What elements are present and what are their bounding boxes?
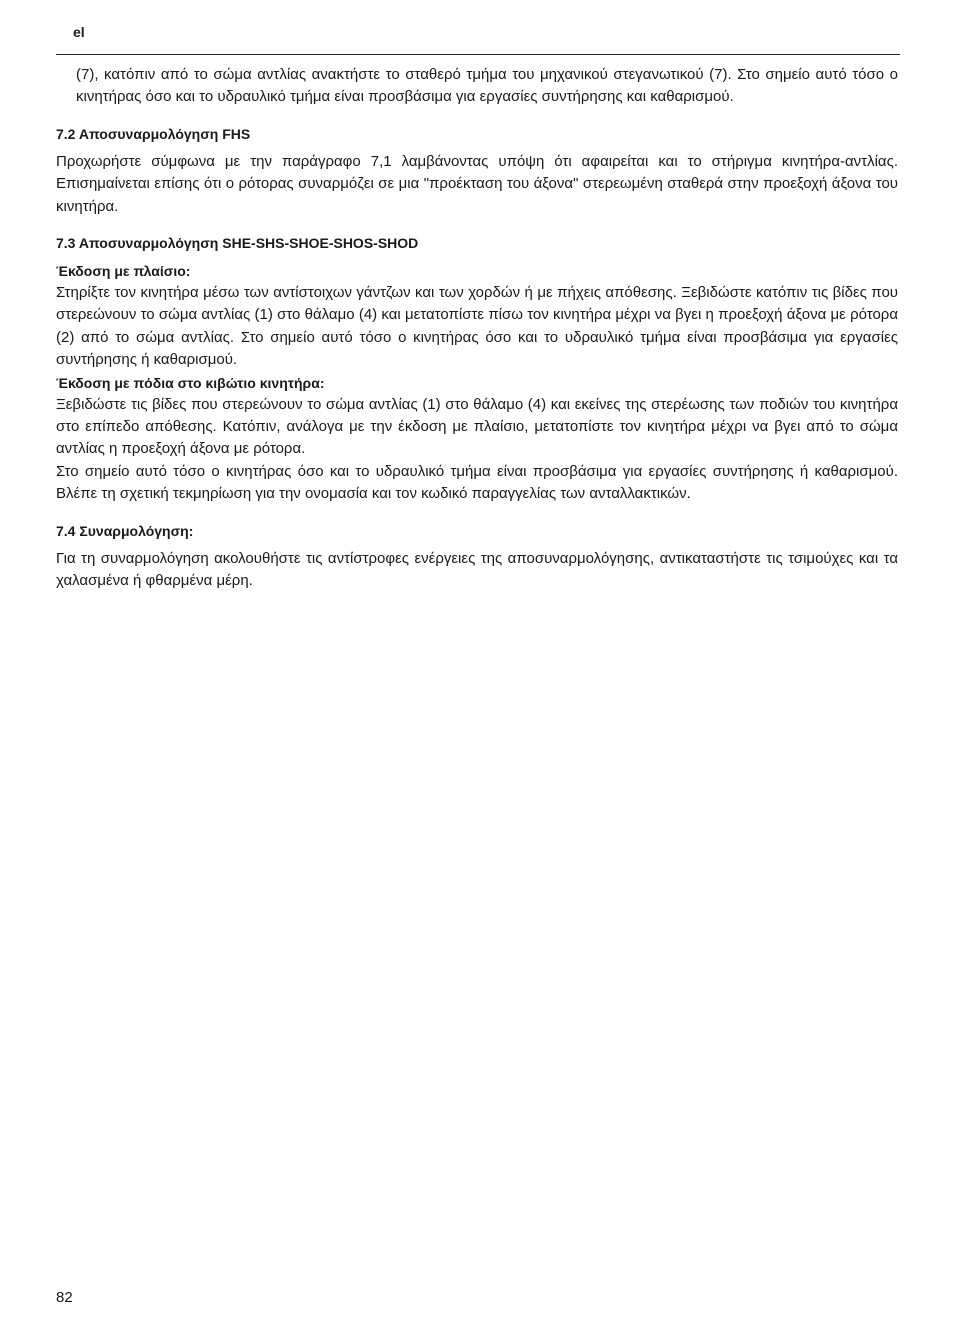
section-7-3-heading: 7.3 Αποσυναρμολόγηση SHE-SHS-SHOE-SHOS-SHOD	[56, 235, 419, 252]
page-content	[56, 64, 898, 593]
section-7-4-heading: 7.4 Συναρμολόγηση:	[56, 522, 194, 539]
page-number: 82	[56, 1289, 73, 1306]
feet-version-text: Ξεβιδώστε τις βίδες που στερεώνουν το σώμα αντλίας (1) στο θάλαμο (4) και εκείνες της στερέωσης των ποδιών του κινητήρα στο επίπεδο απόθεσης. Κατόπιν, ανάλογα με την έκδοση με πλαίσιο, μετατοπίστε τον κινητήρα μέχρι να βγει από το σώμα αντλίας η προεξοχή άξονα με ρότορα.	[56, 395, 898, 458]
intro-paragraph: (7), κατόπιν από το σώμα αντλίας ανακτήστε το σταθερό τμήμα του μηχανικού στεγανωτικού (7). Στο σημείο αυτό τόσο ο κινητήρας όσο και το υδραυλικό τμήμα είναι προσβάσιμα για εργασίες συντήρησης και καθαρισμού.	[76, 66, 898, 106]
frame-version-text: Στηρίξτε τον κινητήρα μέσω των αντίστοιχων γάντζων και των χορδών ή με πήχεις απόθεσης. Ξεβιδώστε κατόπιν τις βίδες που στερεώνουν το σώμα αντλίας (1) στο θάλαμο (4) και μετατοπίστε πίσω τον κινητήρα μέχρι να βγει η προεξοχή άξονα με ρότορα (2) από το σώμα αντλίας. Στο σημείο αυτό τόσο ο κινητήρας όσο και το υδραυλικό τμήμα είναι προσβάσιμα για εργασίες συντήρησης ή καθαρισμού.	[56, 284, 898, 369]
feet-version-text-2: Στο σημείο αυτό τόσο ο κινητήρας όσο και το υδραυλικό τμήμα είναι προσβάσιμα για εργασίες συντήρησης ή καθαρισμού. Βλέπε τη σχετική τεκμηρίωση για την ονομασία και τον κωδικό παραγγελίας των ανταλλακτικών.	[56, 462, 898, 503]
section-7-2-heading: 7.2 Αποσυναρμολόγηση FHS	[56, 125, 251, 142]
language-code: el	[73, 24, 85, 40]
header-divider	[56, 54, 900, 55]
section-7-2-text: Προχωρήστε σύμφωνα με την παράγραφο 7,1 λαμβάνοντας υπόψη ότι αφαιρείται και το στήριγμα κινητήρα-αντλίας. Επισημαίνεται επίσης ότι ο ρότορας συναρμόζει σε μια "προέκταση του άξονα" στερεωμένη σταθερά στην προεξοχή άξονα του κινητήρα.	[56, 152, 898, 215]
feet-version-heading: Έκδοση με πόδια στο κιβώτιο κινητήρα:	[56, 374, 325, 391]
section-7-4-text: Για τη συναρμολόγηση ακολουθήστε τις αντίστροφες ενέργειες της αποσυναρμολόγησης, αντικαταστήστε τις τσιμούχες και τα χαλασμένα ή φθαρμένα μέρη.	[56, 549, 898, 590]
frame-version-heading: Έκδοση με πλαίσιο:	[56, 263, 191, 280]
